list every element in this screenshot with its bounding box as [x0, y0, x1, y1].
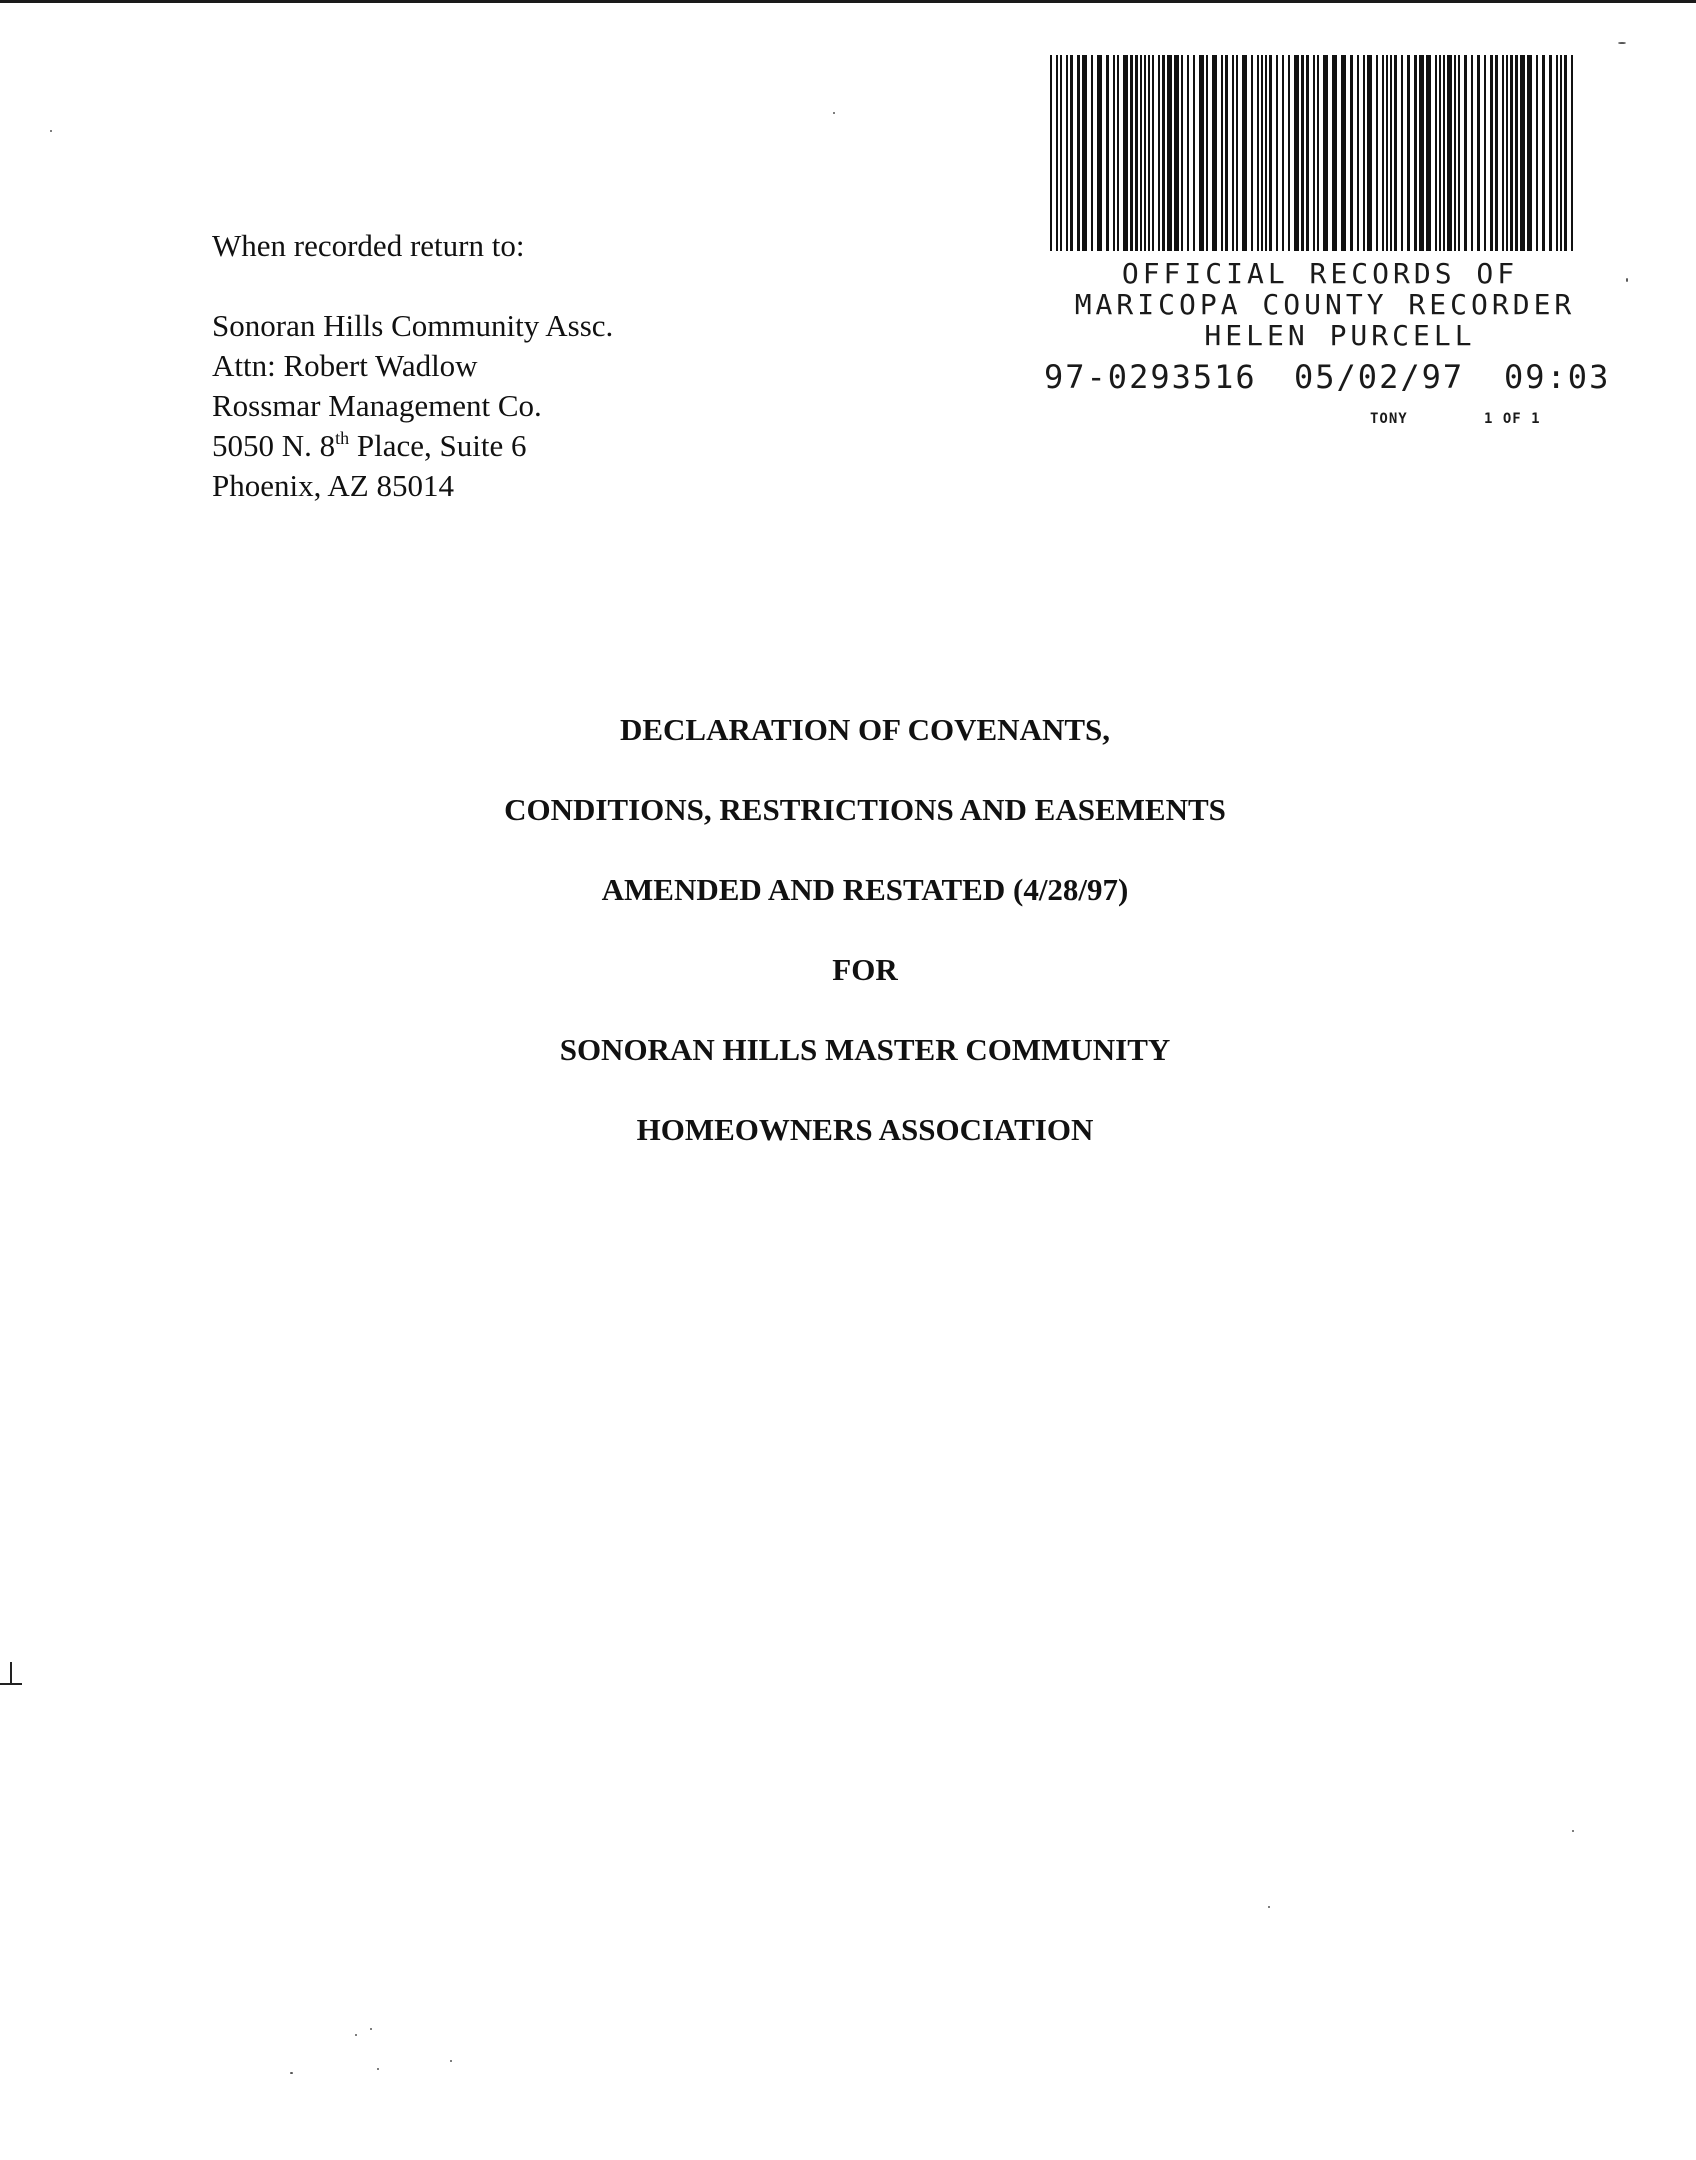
barcode-bar — [1407, 55, 1410, 251]
barcode-bar — [1232, 55, 1234, 251]
recording-barcode — [1048, 55, 1578, 251]
return-org: Sonoran Hills Community Assc. — [212, 308, 614, 343]
barcode-bar — [1251, 55, 1253, 251]
barcode-bar — [1556, 55, 1558, 251]
barcode-bar — [1510, 55, 1513, 251]
barcode-bar — [1536, 55, 1538, 251]
barcode-bar — [1390, 55, 1392, 251]
barcode-bar — [1520, 55, 1525, 251]
scan-speck — [1626, 278, 1628, 282]
return-street — [212, 426, 613, 466]
barcode-bar — [1158, 55, 1160, 251]
scan-speck — [290, 2072, 293, 2074]
barcode-bar — [1477, 55, 1480, 251]
scan-speck — [370, 2028, 372, 2030]
barcode-bar — [1236, 55, 1238, 251]
scan-speck — [50, 130, 52, 132]
barcode-bar — [1261, 55, 1263, 251]
barcode-bar — [1257, 55, 1259, 251]
barcode-bar — [1490, 55, 1493, 251]
barcode-bar — [1542, 55, 1545, 251]
return-city: Phoenix, AZ 85014 — [212, 468, 454, 503]
barcode-bar — [1419, 55, 1424, 251]
barcode-bar — [1060, 55, 1062, 251]
scan-speck — [450, 2060, 452, 2062]
barcode-bar — [1221, 55, 1223, 251]
barcode-bar — [1123, 55, 1128, 251]
document-number: 97-0293516 — [1044, 358, 1257, 396]
recording-date: 05/02/97 — [1294, 358, 1465, 396]
barcode-bar — [1225, 55, 1228, 251]
barcode-bar — [1135, 55, 1138, 251]
barcode-bar — [1502, 55, 1504, 251]
return-address-block — [212, 226, 613, 506]
barcode-bar — [1458, 55, 1460, 251]
scan-speck — [377, 2068, 379, 2070]
title-line: HOMEOWNERS ASSOCIATION — [636, 1112, 1094, 1147]
barcode-bar — [1564, 55, 1567, 251]
barcode-bar — [1294, 55, 1299, 251]
clerk-initials: TONY — [1370, 411, 1408, 427]
barcode-bar — [1091, 55, 1093, 251]
street-ordinal: th — [335, 428, 350, 448]
barcode-bar — [1560, 55, 1562, 251]
barcode-bar — [1174, 55, 1179, 251]
barcode-bar — [1276, 55, 1278, 251]
barcode-bar — [1484, 55, 1486, 251]
street-name: Place, Suite 6 — [349, 428, 527, 463]
title-line: FOR — [832, 952, 898, 987]
barcode-bar — [1471, 55, 1473, 251]
barcode-bar — [1070, 55, 1073, 251]
recorder-line-3: HELEN PURCELL — [1204, 319, 1476, 352]
scan-speck — [1572, 1830, 1574, 1832]
recorder-line-1: OFFICIAL RECORDS OF — [1121, 257, 1519, 290]
barcode-bar — [1323, 55, 1328, 251]
barcode-bar — [1144, 55, 1146, 251]
barcode-bar — [1140, 55, 1142, 251]
barcode-bar — [1357, 55, 1359, 251]
barcode-bar — [1306, 55, 1309, 251]
return-attn: Attn: Robert Wadlow — [212, 348, 478, 383]
barcode-bar — [1367, 55, 1372, 251]
barcode-bar — [1515, 55, 1518, 251]
document-title — [0, 705, 1696, 1185]
barcode-bar — [1199, 55, 1204, 251]
barcode-bar — [1435, 55, 1437, 251]
barcode-bar — [1394, 55, 1397, 251]
barcode-bar — [1454, 55, 1456, 251]
scan-edge-mark-vertical — [10, 1662, 12, 1684]
title-line: DECLARATION OF COVENANTS, — [619, 712, 1111, 747]
barcode-bar — [1363, 55, 1365, 251]
barcode-bar — [1050, 55, 1052, 251]
barcode-bar — [1212, 55, 1217, 251]
barcode-bar — [1269, 55, 1272, 251]
barcode-bar — [1527, 55, 1532, 251]
barcode-bar — [1382, 55, 1384, 251]
scan-speck — [1268, 1906, 1270, 1908]
barcode-bar — [1282, 55, 1284, 251]
barcode-bar — [1148, 55, 1150, 251]
barcode-bar — [1152, 55, 1154, 251]
title-line: AMENDED AND RESTATED (4/28/97) — [601, 872, 1129, 907]
return-company: Rossmar Management Co. — [212, 388, 542, 423]
barcode-bar — [1443, 55, 1445, 251]
barcode-bar — [1350, 55, 1353, 251]
barcode-bar — [1206, 55, 1208, 251]
barcode-bar — [1077, 55, 1080, 251]
barcode-bar — [1386, 55, 1388, 251]
barcode-bar — [1288, 55, 1290, 251]
barcode-bar — [1313, 55, 1315, 251]
barcode-bar — [1495, 55, 1498, 251]
scan-speck — [1618, 42, 1626, 44]
barcode-bar — [1167, 55, 1172, 251]
barcode-bar — [1113, 55, 1115, 251]
barcode-bar — [1341, 55, 1346, 251]
barcode-bar — [1106, 55, 1109, 251]
barcode-bar — [1439, 55, 1441, 251]
barcode-bar — [1056, 55, 1058, 251]
barcode-bar — [1193, 55, 1195, 251]
barcode-bar — [1097, 55, 1102, 251]
barcode-bar — [1162, 55, 1165, 251]
barcode-bar — [1401, 55, 1403, 251]
scan-speck — [833, 112, 835, 114]
return-heading: When recorded return to: — [212, 228, 525, 263]
barcode-bar — [1242, 55, 1247, 251]
barcode-bar — [1130, 55, 1133, 251]
barcode-bar — [1082, 55, 1087, 251]
street-number: 5050 N. 8 — [212, 428, 336, 463]
barcode-bar — [1464, 55, 1467, 251]
barcode-bar — [1426, 55, 1431, 251]
barcode-bar — [1506, 55, 1508, 251]
title-line: SONORAN HILLS MASTER COMMUNITY — [559, 1032, 1171, 1067]
barcode-bar — [1332, 55, 1337, 251]
barcode-bar — [1571, 55, 1573, 251]
recorder-line-2: MARICOPA COUNTY RECORDER — [1074, 288, 1576, 321]
recording-time: 09:03 — [1504, 358, 1611, 396]
barcode-bar — [1317, 55, 1319, 251]
barcode-bar — [1301, 55, 1304, 251]
barcode-bar — [1376, 55, 1378, 251]
barcode-bar — [1187, 55, 1189, 251]
barcode-bar — [1066, 55, 1068, 251]
barcode-bar — [1447, 55, 1452, 251]
title-line: CONDITIONS, RESTRICTIONS AND EASEMENTS — [504, 792, 1226, 827]
scan-speck — [355, 2034, 357, 2036]
barcode-bar — [1549, 55, 1552, 251]
barcode-bar — [1414, 55, 1417, 251]
recorder-stamp — [1030, 257, 1611, 427]
barcode-bar — [1265, 55, 1267, 251]
barcode-bar — [1117, 55, 1119, 251]
scan-top-border — [0, 0, 1696, 3]
page-count: 1 OF 1 — [1484, 411, 1541, 427]
barcode-bar — [1181, 55, 1183, 251]
